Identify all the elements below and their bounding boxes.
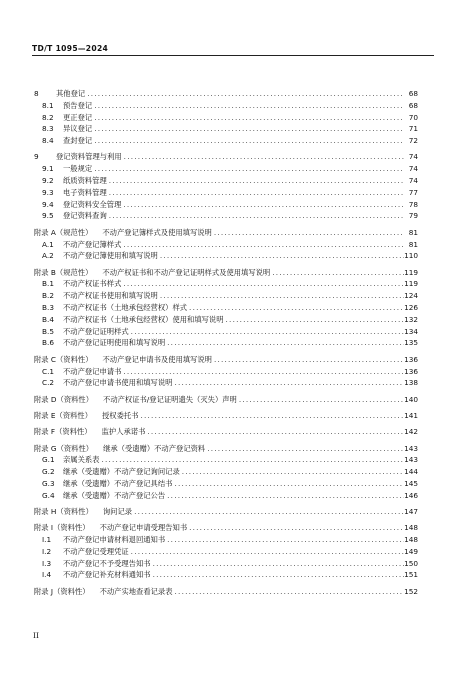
toc-entry-number: 9.3 (42, 187, 54, 197)
toc-dot-leader (172, 478, 404, 490)
toc-entry[interactable] (34, 478, 418, 490)
toc-entry-title: 继承（受遗赠）不动产登记公告 (63, 490, 166, 500)
toc-entry-number: I.2 (42, 546, 52, 556)
toc-entry-page: 135 (404, 338, 418, 348)
toc-entry[interactable] (34, 534, 418, 546)
toc-entry-title: 不动产权证书样式 (63, 279, 122, 289)
toc-entry-page: 147 (404, 507, 418, 516)
toc-entry[interactable] (34, 210, 418, 222)
toc-entry-title: 继承（受遗赠）不动产登记资料 (103, 443, 206, 453)
toc-dot-leader (165, 490, 404, 502)
toc-entry-number: A.2 (42, 251, 54, 261)
toc-entry-title: 不动产登记簿样式 (63, 239, 122, 249)
toc-entry[interactable] (34, 278, 418, 290)
toc-entry-number: 8.1 (42, 100, 54, 110)
toc-entry-page: 74 (408, 152, 418, 162)
toc-dot-leader (107, 187, 404, 199)
toc-dot-leader (145, 426, 404, 438)
toc-entry-page: 136 (404, 366, 418, 376)
toc-entry-number: 9.4 (42, 199, 54, 209)
toc-dot-leader (107, 175, 404, 187)
toc-entry-title: 不动产登记申请受理告知书 (99, 523, 188, 533)
toc-dot-leader (212, 227, 404, 239)
toc-entry-number: 9.2 (42, 176, 54, 186)
toc-entry-number: I.3 (42, 558, 52, 568)
toc-dot-leader (187, 302, 404, 314)
toc-dot-leader (205, 443, 404, 455)
toc-entry-number: 附录 D（资料性） (34, 394, 94, 404)
toc-entry[interactable] (34, 558, 418, 570)
toc-entry-title: 授权委托书 (102, 410, 139, 420)
toc-entry-title: 不动产权证书（土地承包经营权）使用和填写说明 (63, 314, 224, 324)
document-code: TD/T 1095—2024 (32, 44, 109, 53)
toc-entry-title: 登记资料查询 (63, 211, 107, 221)
toc-entry[interactable] (34, 88, 418, 100)
toc-entry-page: 70 (408, 112, 418, 122)
toc-entry-page: 77 (408, 187, 418, 197)
toc-entry-page: 148 (404, 523, 418, 533)
toc-entry[interactable] (34, 454, 418, 466)
toc-entry-page: 145 (404, 478, 418, 488)
toc-entry-title: 电子资料管理 (63, 187, 107, 197)
toc-entry-number: I.1 (42, 535, 52, 545)
toc-entry-title: 不动产实地查看记录表 (99, 586, 173, 596)
toc-entry[interactable] (34, 326, 418, 338)
toc-entry[interactable] (34, 112, 418, 124)
toc-entry-page: 136 (404, 354, 418, 364)
toc-entry-title: 不动产登记申请书使用和填写说明 (63, 378, 173, 388)
toc-dot-leader (158, 250, 404, 262)
toc-entry-page: 71 (408, 124, 418, 134)
toc-entry-title: 不动产登记簿样式及使用填写说明 (102, 227, 212, 237)
toc-dot-leader (99, 454, 404, 466)
toc-entry-page: 81 (408, 227, 418, 237)
toc-annex-entry[interactable] (34, 354, 418, 366)
toc-entry-page: 79 (408, 211, 418, 221)
toc-dot-leader (121, 239, 404, 251)
toc-entry-page: 143 (404, 455, 418, 465)
toc-entry-number: B.3 (42, 303, 54, 313)
toc-entry-page: 119 (404, 279, 418, 289)
toc-entry-title: 不动产权证书（土地承包经营权）样式 (63, 303, 188, 313)
toc-entry-number: G.3 (42, 478, 55, 488)
toc-entry-page: 152 (404, 586, 418, 596)
toc-annex-entry[interactable] (34, 443, 418, 455)
toc-entry[interactable] (34, 135, 418, 147)
toc-dot-leader (180, 466, 404, 478)
toc-entry-page: 144 (404, 467, 418, 477)
toc-entry[interactable] (34, 337, 418, 349)
toc-entry[interactable] (34, 466, 418, 478)
toc-entry-number: C.2 (42, 378, 55, 388)
toc-entry-title: 预告登记 (63, 100, 93, 110)
toc-entry-title: 不动产权证书和不动产登记证明样式及使用填写说明 (102, 267, 271, 277)
toc-entry-title: 不动产登记簿使用和填写说明 (63, 251, 158, 261)
toc-entry[interactable] (34, 239, 418, 251)
toc-entry-number: G.4 (42, 490, 55, 500)
toc-dot-leader (187, 522, 404, 534)
toc-dot-leader (92, 135, 404, 147)
toc-entry-title: 登记资料管理与利用 (56, 152, 122, 162)
toc-entry-title: 一般规定 (63, 164, 93, 174)
toc-entry-number: 附录 E（资料性） (34, 410, 93, 420)
toc-entry-number: 8.2 (42, 112, 54, 122)
toc-annex-entry[interactable] (34, 506, 418, 518)
toc-entry-page: 68 (408, 100, 418, 110)
toc-annex-entry[interactable] (34, 227, 418, 239)
toc-entry-title: 不动产登记受理凭证 (63, 546, 129, 556)
toc-entry-page: 138 (404, 378, 418, 388)
toc-entry-title: 继承（受遗赠）不动产登记具结书 (63, 478, 173, 488)
toc-entry-page: 141 (404, 410, 418, 420)
toc-entry[interactable] (34, 250, 418, 262)
toc-dot-leader (92, 112, 404, 124)
toc-entry-title: 不动产登记证明使用和填写说明 (63, 338, 166, 348)
toc-entry-title: 不动产权证书使用和填写说明 (63, 291, 158, 301)
header-rule (32, 55, 434, 56)
toc-dot-leader (165, 534, 404, 546)
toc-entry-number: 9.5 (42, 211, 54, 221)
toc-entry-page: 146 (404, 490, 418, 500)
toc-entry-number: 8 (34, 89, 39, 98)
toc-annex-entry[interactable] (34, 426, 418, 438)
toc-entry-title: 不动产登记申请书及使用填写说明 (102, 354, 212, 364)
toc-entry-page: 74 (408, 176, 418, 186)
toc-entry-number: 附录 B（规范性） (34, 267, 93, 277)
toc-entry[interactable] (34, 175, 418, 187)
toc-annex-entry[interactable] (34, 394, 418, 406)
toc-entry-page: 68 (408, 89, 418, 98)
toc-annex-entry[interactable] (34, 586, 418, 598)
toc-entry-number: C.1 (42, 366, 55, 376)
toc-dot-leader (107, 210, 404, 222)
toc-entry-number: A.1 (42, 239, 54, 249)
toc-entry-title: 询问记录 (102, 507, 133, 516)
toc-dot-leader (92, 123, 404, 135)
toc-entry[interactable] (34, 163, 418, 175)
toc-entry-title: 监护人承诺书 (101, 427, 146, 437)
toc-entry-title: 亲属关系表 (63, 455, 100, 465)
toc-entry-number: 附录 H（资料性） (34, 507, 93, 516)
toc-entry-title: 更正登记 (63, 112, 93, 122)
toc-entry-title: 不动产权证书/登记证明遗失（灭失）声明 (103, 394, 237, 404)
toc-entry[interactable] (34, 366, 418, 378)
toc-dot-leader (85, 88, 404, 100)
toc-entry-number: 附录 A（规范性） (34, 227, 93, 237)
toc-entry[interactable] (34, 151, 418, 163)
toc-entry-title: 登记资料安全管理 (63, 199, 122, 209)
toc-entry-number: B.6 (42, 338, 54, 348)
toc-dot-leader (132, 506, 404, 518)
toc-entry-page: 134 (404, 326, 418, 336)
toc-entry[interactable] (34, 302, 418, 314)
toc-dot-leader (92, 163, 404, 175)
toc-entry[interactable] (34, 314, 418, 326)
toc-entry-title: 不动产登记申请材料退回通知书 (63, 535, 166, 545)
toc-entry-page: 78 (408, 199, 418, 209)
toc-dot-leader (270, 267, 404, 279)
toc-entry-title: 不动产登记申请书 (63, 366, 122, 376)
toc-entry-number: G.2 (42, 467, 55, 477)
toc-entry-page: 149 (404, 546, 418, 556)
toc-entry-number: 9 (34, 152, 39, 162)
toc-entry-page: 119 (404, 267, 418, 277)
toc-entry[interactable] (34, 199, 418, 211)
toc-dot-leader (92, 100, 404, 112)
toc-dot-leader (165, 337, 404, 349)
page-number: II (33, 631, 39, 640)
toc-entry-page: 143 (404, 443, 418, 453)
toc-annex-entry[interactable] (34, 522, 418, 534)
toc-entry-title: 查封登记 (63, 136, 93, 146)
toc-entry-number: 附录 G（资料性） (34, 443, 94, 453)
toc-annex-entry[interactable] (34, 267, 418, 279)
toc-entry-title: 不动产登记不予受理告知书 (63, 558, 151, 568)
toc-entry-number: I.4 (42, 570, 52, 580)
toc-dot-leader (121, 366, 404, 378)
toc-dot-leader (121, 278, 404, 290)
toc-entry-number: B.4 (42, 314, 54, 324)
toc-entry-page: 142 (404, 427, 418, 437)
toc-entry-number: 附录 C（资料性） (34, 354, 93, 364)
toc-dot-leader (212, 354, 404, 366)
toc-dot-leader (237, 394, 404, 406)
toc-entry-page: 151 (404, 570, 418, 580)
toc-entry-page: 124 (404, 291, 418, 301)
toc-entry-page: 81 (408, 239, 418, 249)
toc-dot-leader (129, 326, 404, 338)
toc-entry[interactable] (34, 490, 418, 502)
toc-entry-number: B.5 (42, 326, 54, 336)
toc-entry-title: 不动产登记证明样式 (63, 326, 129, 336)
toc-entry[interactable] (34, 100, 418, 112)
toc-entry-title: 继承（受遗赠）不动产登记询问记录 (63, 467, 180, 477)
toc-entry-page: 140 (404, 394, 418, 404)
toc-entry-number: G.1 (42, 455, 55, 465)
toc-entry-page: 110 (404, 251, 418, 261)
toc-dot-leader (173, 586, 404, 598)
toc-dot-leader (224, 314, 404, 326)
toc-entry-page: 72 (408, 136, 418, 146)
toc-dot-leader (139, 410, 405, 422)
toc-annex-entry[interactable] (34, 410, 418, 422)
toc-entry-page: 74 (408, 164, 418, 174)
toc-entry-number: 附录 I（资料性） (34, 523, 90, 533)
toc-entry-number: 8.3 (42, 124, 54, 134)
table-of-contents (34, 88, 418, 598)
toc-entry[interactable] (34, 123, 418, 135)
toc-entry[interactable] (34, 290, 418, 302)
toc-entry[interactable] (34, 377, 418, 389)
toc-entry-page: 148 (404, 535, 418, 545)
toc-entry-title: 不动产登记补充材料通知书 (63, 570, 151, 580)
toc-entry-number: 附录 F（资料性） (34, 427, 92, 437)
toc-entry-page: 150 (404, 558, 418, 568)
toc-dot-leader (129, 546, 404, 558)
toc-entry-page: 126 (404, 303, 418, 313)
toc-entry-title: 异议登记 (63, 124, 93, 134)
toc-entry-number: B.2 (42, 291, 54, 301)
toc-entry-number: 8.4 (42, 136, 54, 146)
toc-entry[interactable] (34, 569, 418, 581)
toc-dot-leader (122, 151, 404, 163)
toc-entry-page: 132 (404, 314, 418, 324)
toc-entry-title: 其他登记 (56, 89, 86, 98)
toc-dot-leader (121, 199, 404, 211)
toc-entry-number: 9.1 (42, 164, 54, 174)
toc-entry[interactable] (34, 187, 418, 199)
toc-entry-number: 附录 J（资料性） (34, 586, 90, 596)
toc-dot-leader (151, 558, 404, 570)
toc-entry[interactable] (34, 546, 418, 558)
toc-entry-title: 纸质资料管理 (63, 176, 107, 186)
toc-dot-leader (151, 569, 404, 581)
toc-dot-leader (172, 377, 404, 389)
toc-entry-number: B.1 (42, 279, 54, 289)
toc-dot-leader (158, 290, 404, 302)
